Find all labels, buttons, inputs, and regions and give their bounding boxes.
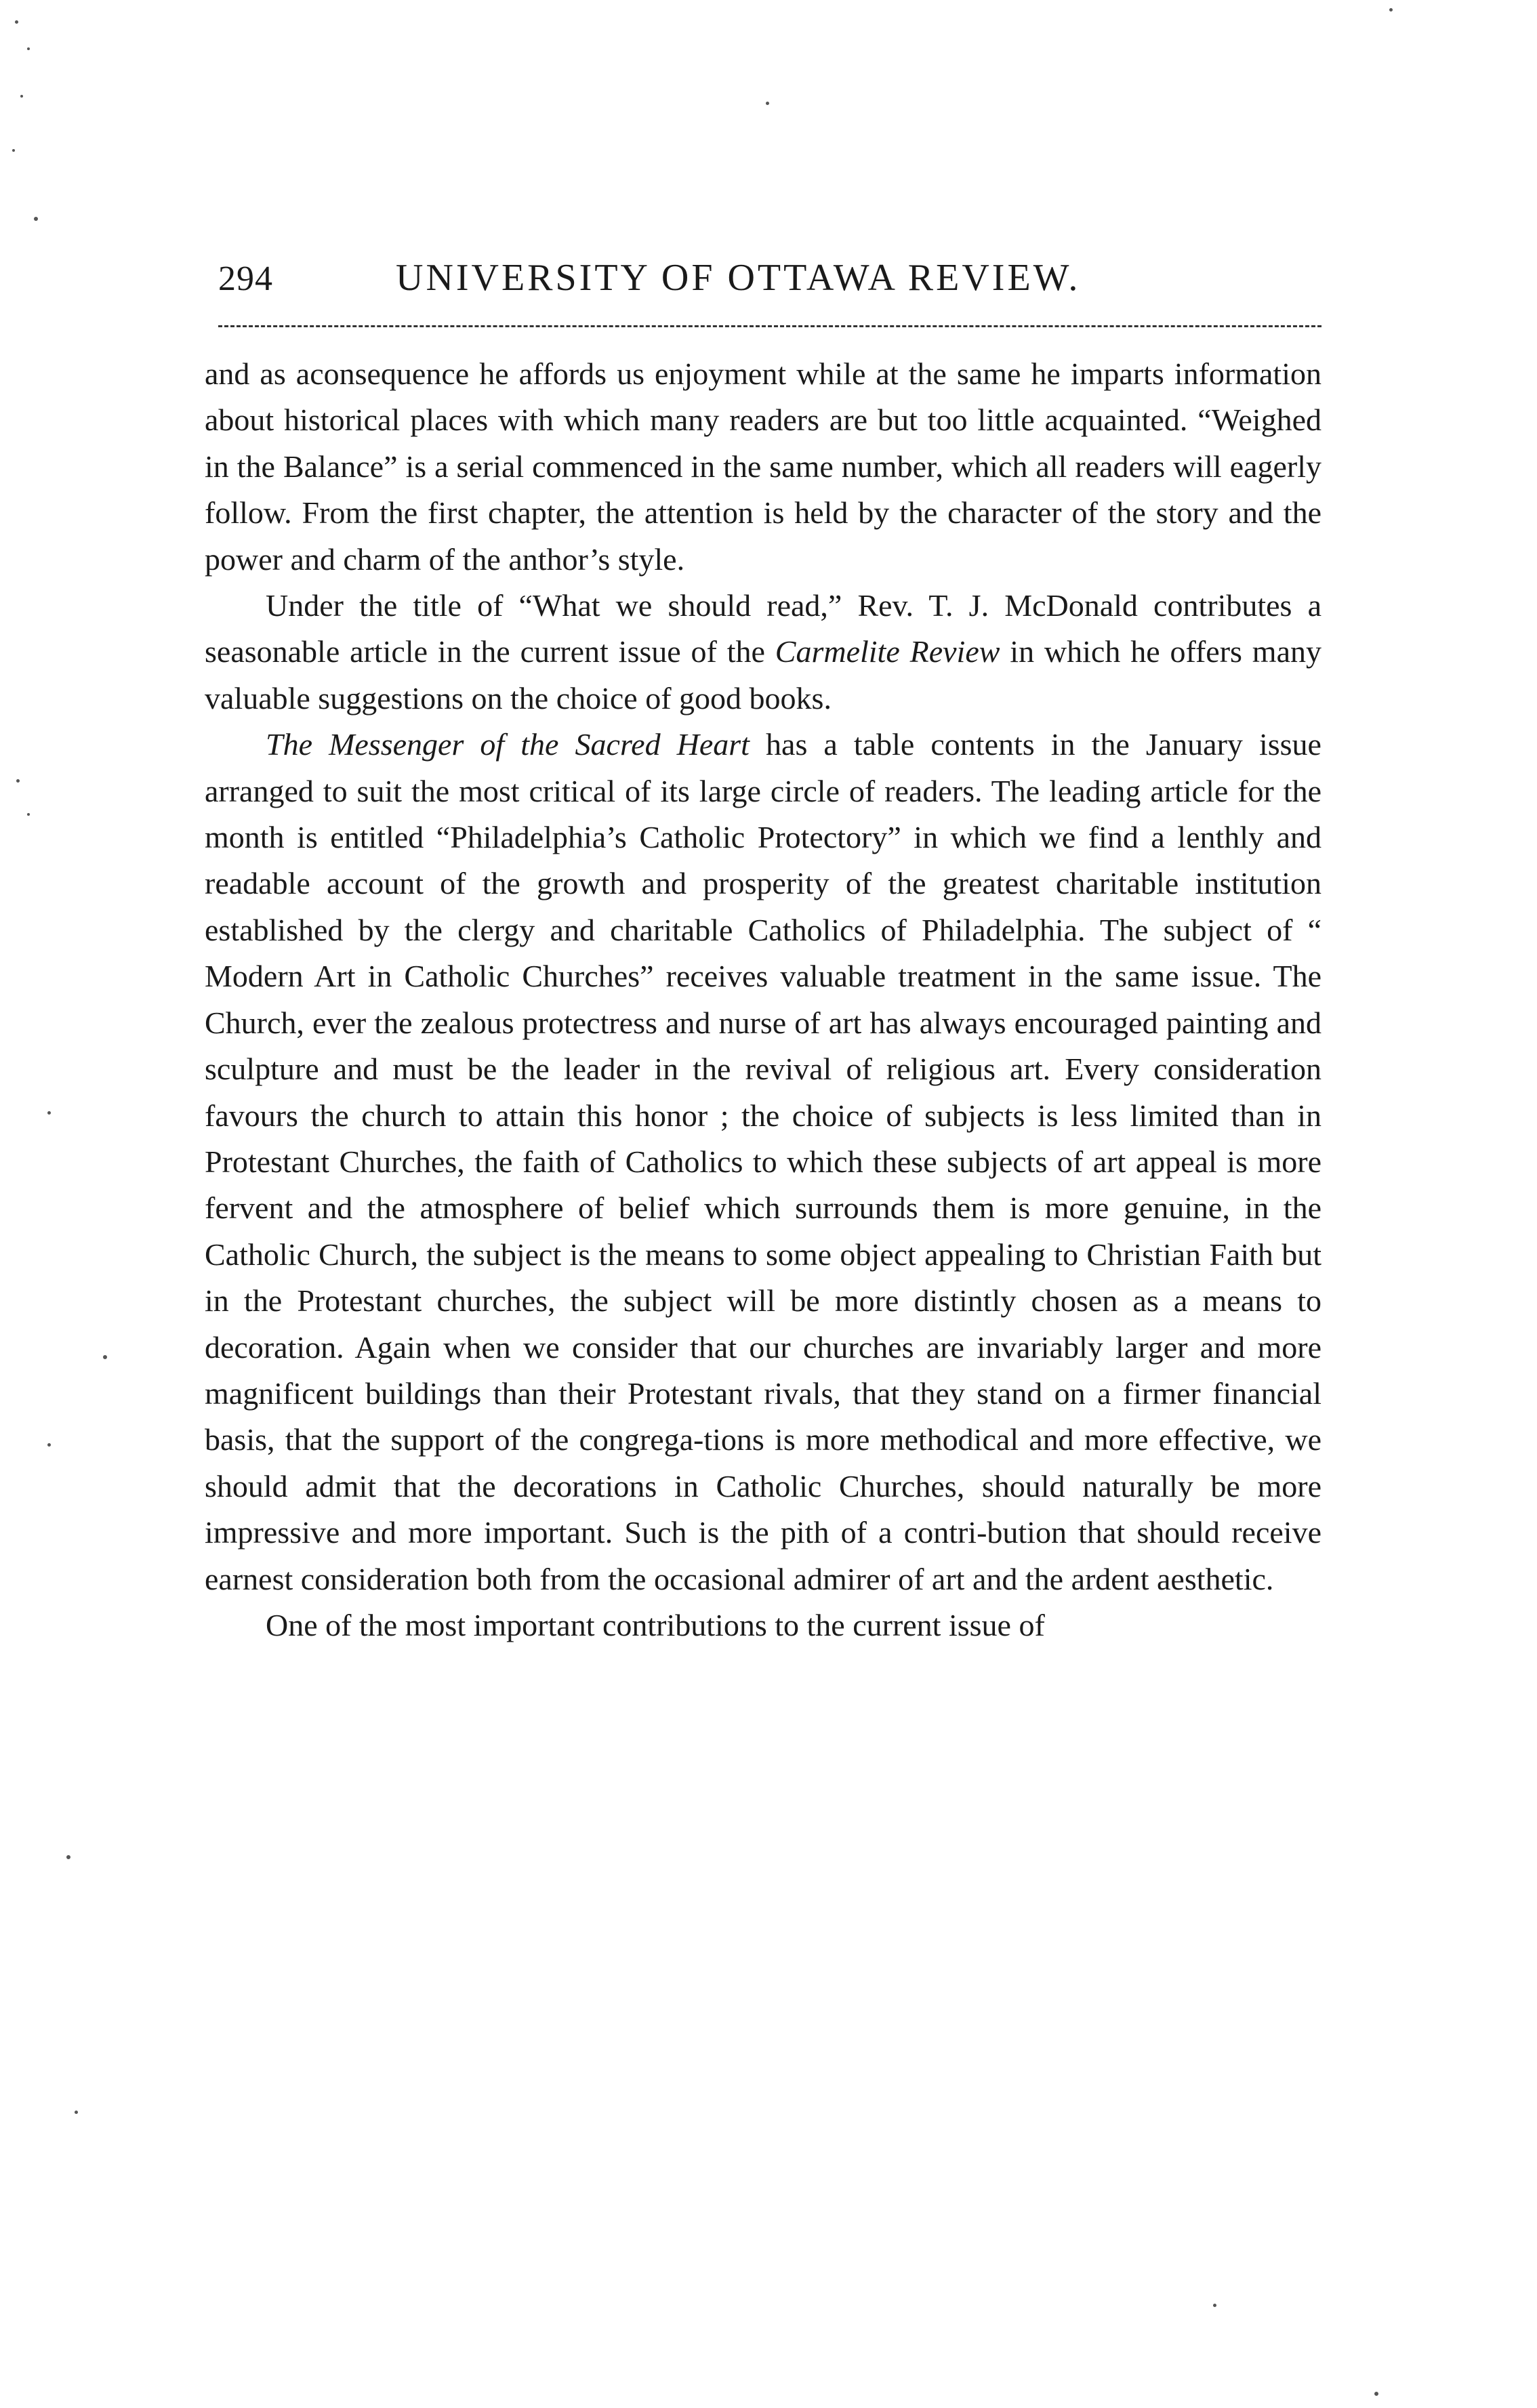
text-segment: One of the most important contributions to the current issue of: [266, 1607, 1045, 1642]
paragraph-3: [205, 722, 1321, 1602]
paragraph-4: [205, 1602, 1321, 1648]
paragraph-2: [205, 583, 1321, 722]
scan-speck: [1213, 2304, 1216, 2307]
periodical-title: The Messenger of the Sacred Heart: [266, 727, 750, 762]
scan-speck: [15, 20, 18, 24]
text-segment: in which he offers many valuable suggestions on the choice of good books.: [205, 634, 1321, 715]
scan-speck: [34, 217, 38, 221]
scan-speck: [12, 149, 15, 152]
periodical-title: Carmelite Review: [775, 634, 1000, 669]
page-header: [218, 252, 1321, 313]
text-segment: has a table contents in the January issue arranged to suit the most critical of its large circle of readers. The leading article for the month is entitled “Philadelphia’s Catholic Protectory” in which we find a lenthly and readable account of the growth and prosperity of the greatest charitable institution established by the clergy and charitable Catholics of Philadelphia. The subject of “ Modern Art in Catholic Churches” receives valuable treatment in the same issue. The Church, ever the zealous protectress and nurse of art has always encouraged painting and sculpture and must be the leader in the revival of religious art. Every consideration favours the church to attain this honor ; the choice of subjects is less limited than in Protestant Churches, the faith of Catholics to which these subjects of art appeal is more fervent and the atmosphere of belief which surrounds them is more genuine, in the Catholic Church, the subject is the means to some object appealing to Christian Faith but in the Protestant churches, the subject will be more distintly chosen as a means to decoration. Again when we consider that our churches are invariably larger and more magnificent buildings than their Protestant rivals, that they stand on a firmer financial basis, that the support of the congrega-tions is more methodical and more effective, we should admit that the decorations in Catholic Churches, should naturally be more impressive and more important. Such is the pith of a contri-bution that should receive earnest consideration both from the occasional admirer of art and the ardent aesthetic.: [205, 727, 1321, 1596]
header-rule: [218, 325, 1321, 327]
body-text: [205, 351, 1321, 1648]
scan-speck: [1374, 2392, 1378, 2396]
scan-speck: [47, 1111, 51, 1115]
scan-speck: [16, 779, 20, 783]
paragraph-1: [205, 351, 1321, 583]
scan-speck: [47, 1443, 51, 1447]
text-segment: and as aconsequence he affords us enjoyment while at the same he imparts information about historical places with which many readers are but too little acquainted. “Weighed in the Balance” is a serial commenced in the same number, which all readers will eagerly follow. From the first chapter, the attention is held by the character of the story and the power and charm of the anthor’s style.: [205, 356, 1321, 577]
scan-speck: [766, 102, 769, 105]
text-segment: Under the title of “What we should read,” Rev. T. J. McDonald contributes a seasonable article in the current issue of the: [205, 588, 1321, 669]
scan-speck: [1389, 8, 1393, 12]
scan-speck: [27, 813, 30, 816]
scan-speck: [66, 1855, 70, 1859]
scan-speck: [103, 1355, 107, 1359]
scan-speck: [75, 2111, 78, 2114]
page-number: 294: [218, 260, 273, 298]
scan-speck: [20, 95, 23, 98]
running-title: UNIVERSITY OF OTTAWA REVIEW.: [396, 257, 1081, 299]
scan-speck: [27, 47, 30, 50]
